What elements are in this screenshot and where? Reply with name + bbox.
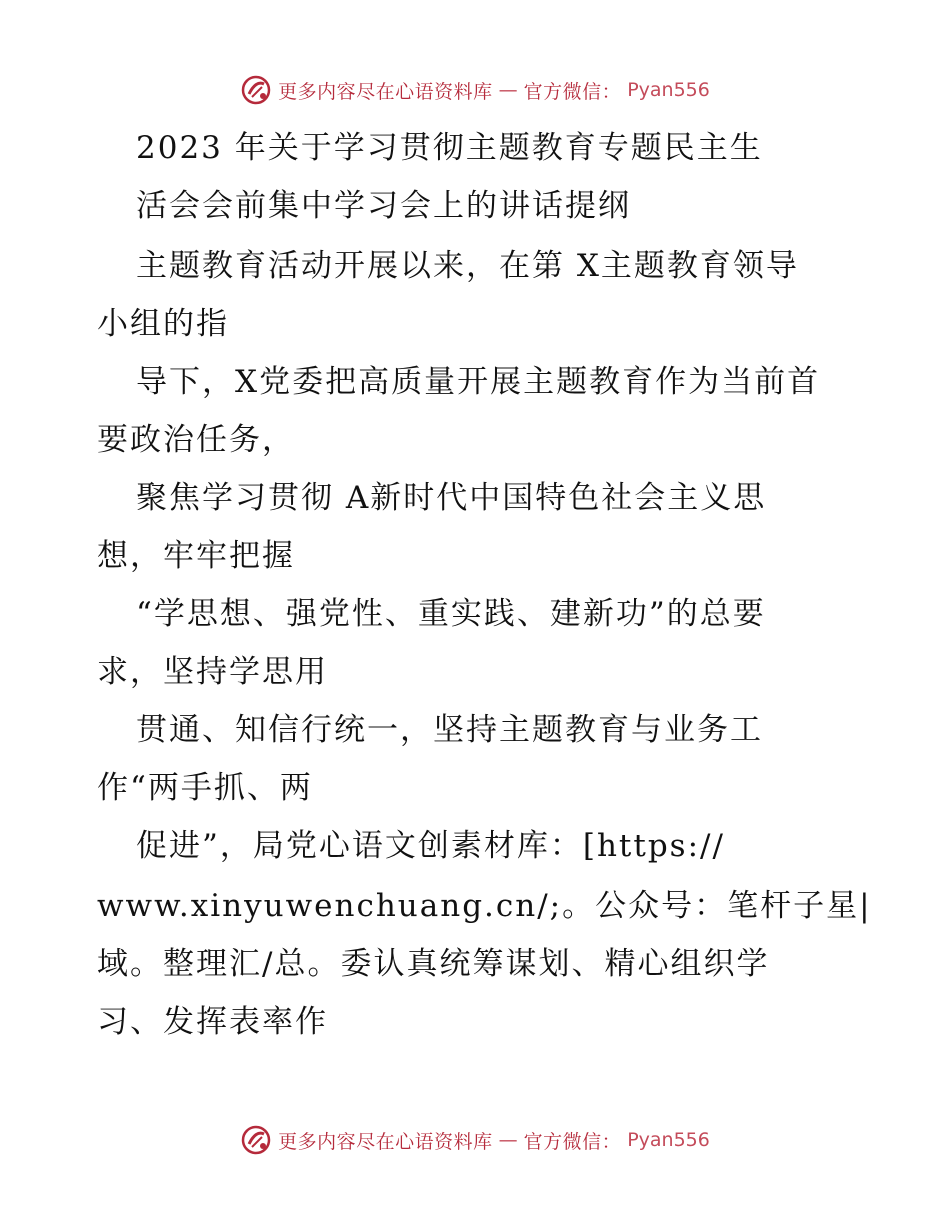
brand-logo-icon — [240, 74, 272, 106]
paragraph-line: 导下，X党委把高质量开展主题教育作为当前首 — [136, 364, 821, 400]
paragraph-line: 要政治任务， — [97, 422, 295, 458]
watermark-wechat-account: Pyan556 — [627, 79, 710, 101]
title-line-1: 2023 年关于学习贯彻主题教育专题民主生 — [136, 130, 763, 166]
paragraph-line: 贯通、知信行统一，坚持主题教育与业务工 — [136, 712, 763, 748]
paragraph-line: 域。整理汇/总。委认真统筹谋划、精心组织学 — [97, 946, 770, 982]
watermark-site-text: 更多内容尽在心语资料库 — [278, 80, 493, 103]
watermark-wechat-account: Pyan556 — [627, 1129, 710, 1151]
paragraph-line: 想，牢牢把握 — [97, 538, 295, 574]
paragraph-line: 求，坚持学思用 — [97, 654, 328, 690]
paragraph-line: 作“两手抓、两 — [97, 770, 313, 806]
watermark-wechat-label: 官方微信： — [523, 80, 622, 103]
header-watermark — [0, 70, 950, 110]
watermark-separator: — — [498, 1129, 518, 1151]
title-line-2: 活会会前集中学习会上的讲话提纲 — [136, 188, 631, 224]
paragraph-line: www.xinyuwenchuang.cn/;。公众号：笔杆子星| — [97, 888, 872, 924]
paragraph-line: 聚焦学习贯彻 A新时代中国特色社会主义思 — [136, 480, 767, 516]
watermark-wechat-label: 官方微信： — [523, 1130, 622, 1153]
paragraph-line: 小组的指 — [97, 306, 229, 342]
footer-watermark — [0, 1120, 950, 1160]
paragraph-line: 主题教育活动开展以来，在第 X主题教育领导 — [136, 248, 799, 284]
watermark-site-text: 更多内容尽在心语资料库 — [278, 1130, 493, 1153]
watermark-separator: — — [498, 79, 518, 101]
paragraph-line: 习、发挥表率作 — [97, 1004, 328, 1040]
paragraph-line: “学思想、强党性、重实践、建新功”的总要 — [136, 596, 766, 632]
brand-logo-icon — [240, 1124, 272, 1156]
paragraph-line: 促进”，局党心语文创素材库：[https:// — [136, 828, 725, 864]
